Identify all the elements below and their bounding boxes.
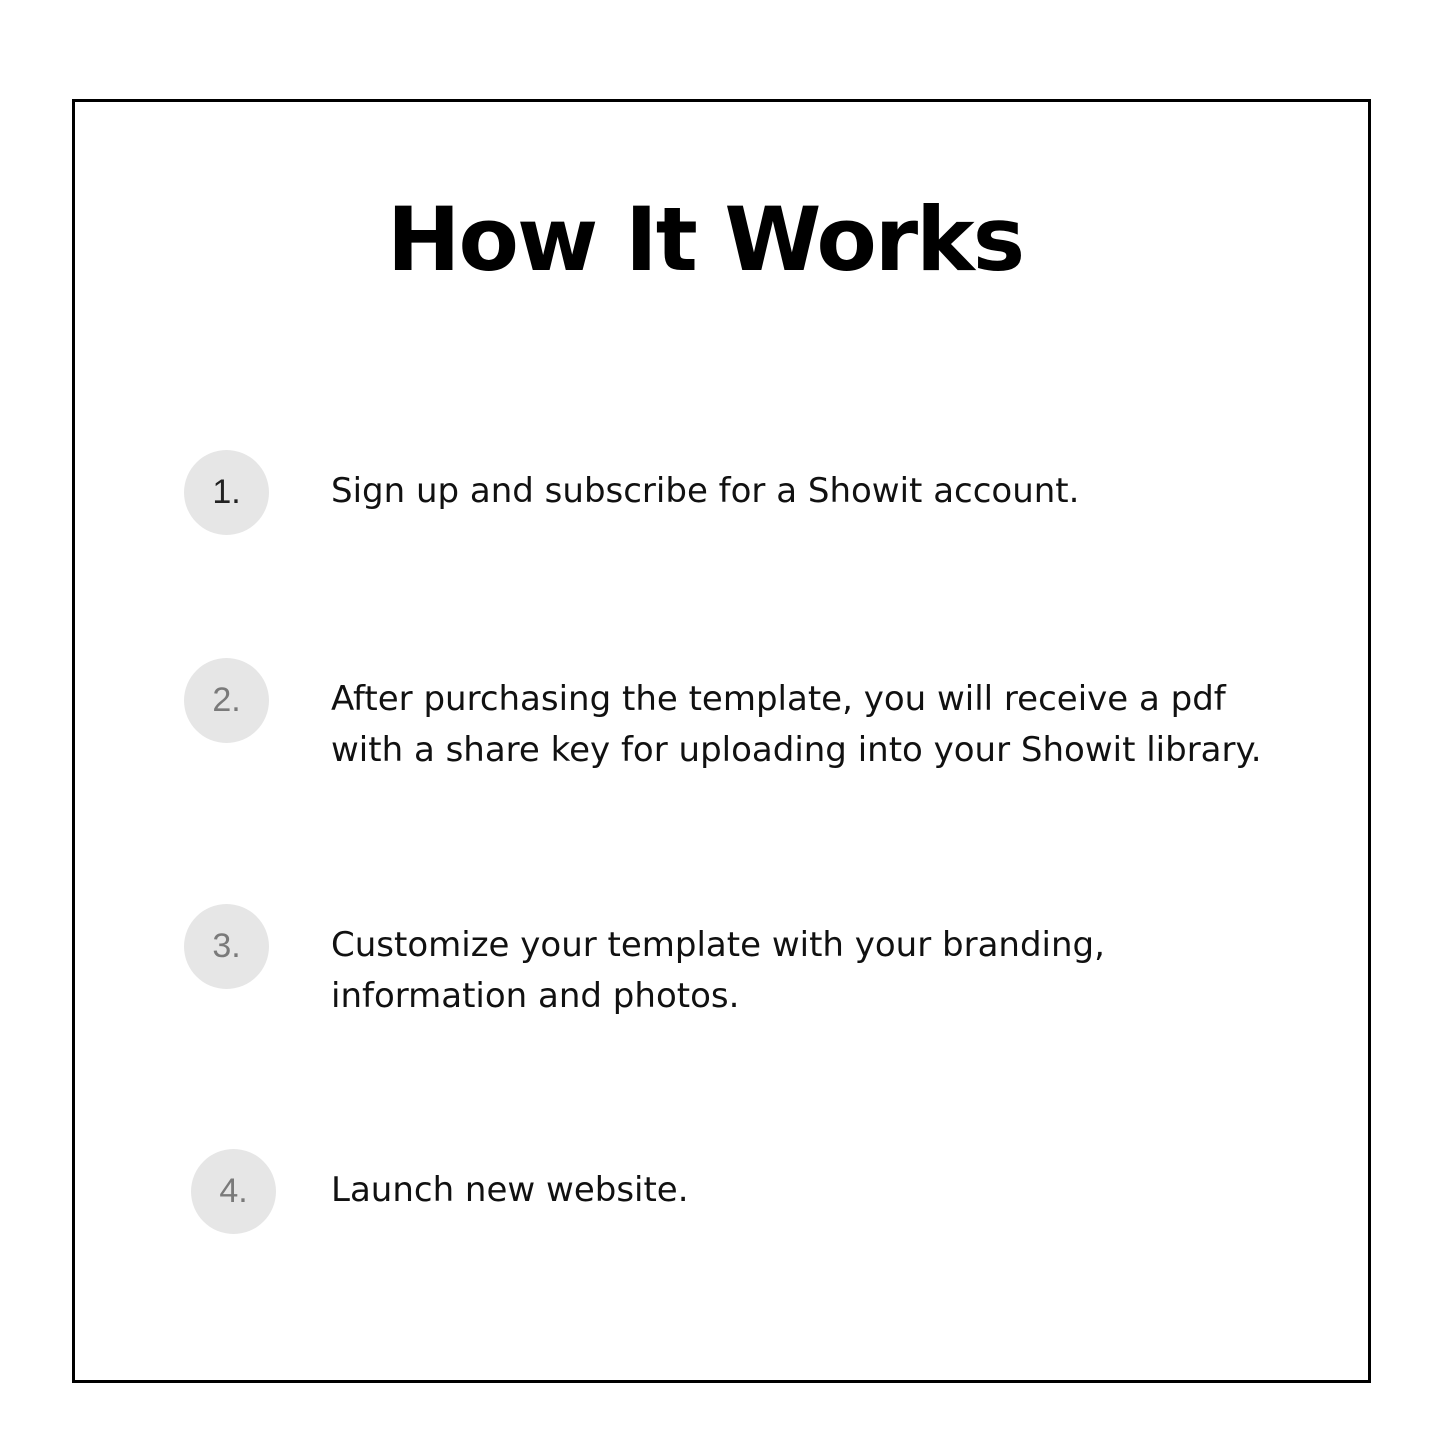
step-number-badge: 4. (191, 1149, 276, 1234)
page-title: How It Works (386, 188, 1024, 291)
step-text: Customize your template with your branding, information and photos. (331, 925, 1105, 1016)
step-number-badge: 1. (184, 450, 269, 535)
step-text: Sign up and subscribe for a Showit account. (331, 471, 1080, 511)
step-text: Launch new website. (331, 1170, 689, 1210)
step-number-badge: 3. (184, 904, 269, 989)
step-number-badge: 2. (184, 658, 269, 743)
step-text: After purchasing the template, you will receive a pdf with a share key for uploading into your Showit library. (331, 679, 1262, 770)
